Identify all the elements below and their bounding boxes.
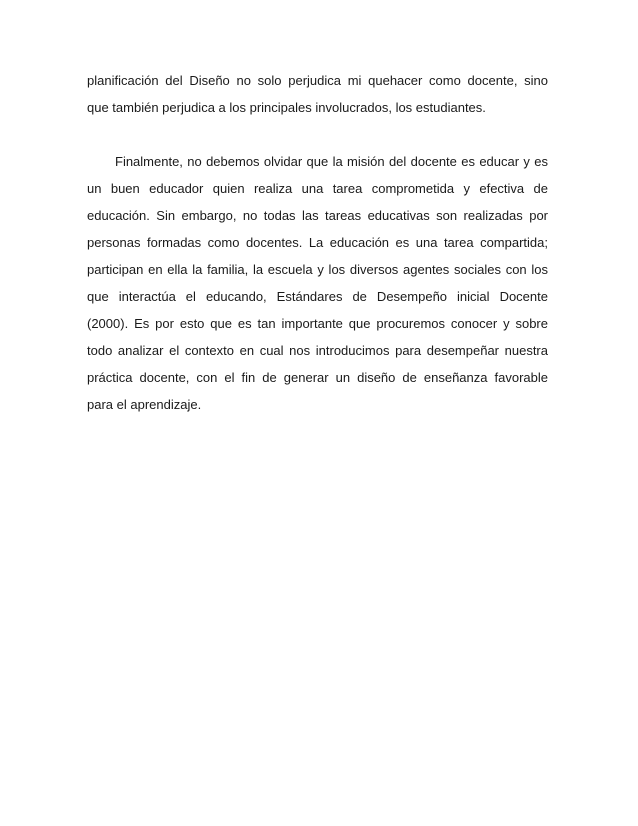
text-line: personas formadas como docentes. La educación es una tarea compartida; (87, 235, 548, 250)
text-line: todo analizar el contexto en cual nos introducimos para desempeñar nuestra (87, 343, 548, 358)
paragraph-1 (87, 67, 548, 121)
text-line: práctica docente, con el fin de generar un diseño de enseñanza favorable (87, 370, 548, 385)
text-line: que también perjudica a los principales involucrados, los estudiantes. (87, 100, 486, 115)
text-line: para el aprendizaje. (87, 397, 202, 412)
text-line: que interactúa el educando, Estándares de Desempeño inicial Docente (87, 289, 548, 304)
paragraph-2 (87, 148, 548, 418)
text-line: un buen educador quien realiza una tarea comprometida y efectiva de (87, 181, 548, 196)
text-line: educación. Sin embargo, no todas las tareas educativas son realizadas por (87, 208, 548, 223)
text-line: planificación del Diseño no solo perjudica mi quehacer como docente, sino (87, 73, 548, 88)
text-line: participan en ella la familia, la escuela y los diversos agentes sociales con los (87, 262, 548, 277)
text-line: Finalmente, no debemos olvidar que la misión del docente es educar y es (115, 154, 548, 169)
text-line: (2000). Es por esto que es tan importante que procuremos conocer y sobre (87, 316, 548, 331)
